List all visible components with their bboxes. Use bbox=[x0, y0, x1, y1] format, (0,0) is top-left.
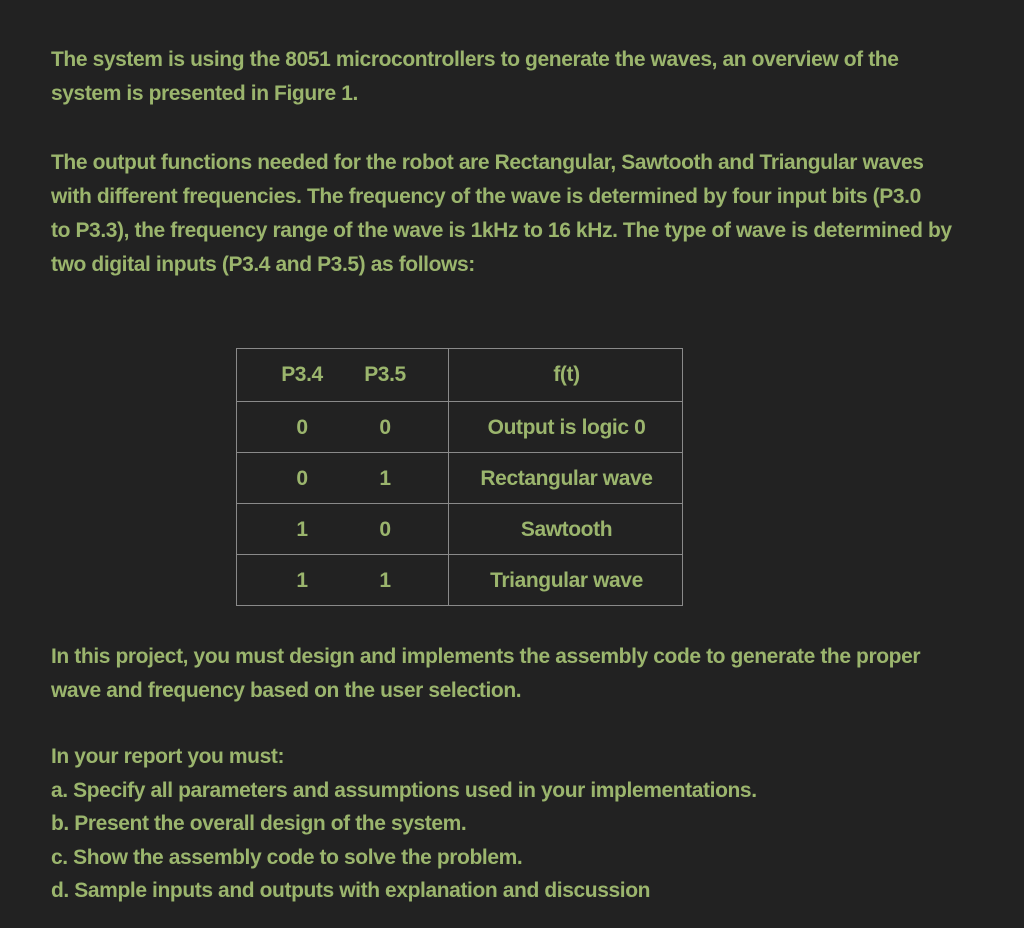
table-row bbox=[237, 554, 682, 606]
requirements-line-4: two digital inputs (P3.4 and P3.5) as follows: bbox=[51, 253, 475, 276]
requirements-line-3: to P3.3), the frequency range of the wave is 1kHz to 16 kHz. The type of wave is determined by bbox=[51, 219, 952, 242]
header-p35: P3.5 bbox=[364, 363, 406, 386]
requirements-line-1: The output functions needed for the robot are Rectangular, Sawtooth and Triangular waves bbox=[51, 151, 924, 174]
row-3-output: Sawtooth bbox=[520, 518, 613, 541]
table-header-row bbox=[237, 349, 682, 400]
table-row bbox=[237, 503, 682, 555]
wave-selection-table bbox=[236, 348, 683, 606]
row-1-p35: 0 bbox=[379, 416, 391, 439]
intro-paragraph bbox=[51, 43, 981, 111]
row-3-p34: 1 bbox=[296, 518, 308, 541]
report-item-c: c. Show the assembly code to solve the problem. bbox=[51, 845, 523, 869]
requirements-line-2: with different frequencies. The frequency of the wave is determined by four input bits (P3.0 bbox=[51, 185, 921, 208]
row-4-p35: 1 bbox=[379, 569, 391, 592]
row-3-p35: 0 bbox=[379, 518, 391, 541]
row-2-p34: 0 bbox=[296, 467, 308, 490]
table-row bbox=[237, 452, 682, 504]
header-p34: P3.4 bbox=[281, 363, 323, 386]
intro-line-2: system is presented in Figure 1. bbox=[51, 82, 358, 105]
row-1-output: Output is logic 0 bbox=[487, 416, 646, 439]
header-ft: f(t) bbox=[553, 363, 580, 386]
requirements-paragraph bbox=[51, 146, 981, 282]
row-1-p34: 0 bbox=[296, 416, 308, 439]
report-item-d: d. Sample inputs and outputs with explanation and discussion bbox=[51, 879, 651, 902]
project-line-2: wave and frequency based on the user selection. bbox=[51, 679, 522, 702]
row-4-p34: 1 bbox=[296, 569, 308, 592]
report-item-b: b. Present the overall design of the system. bbox=[51, 812, 467, 835]
table-row bbox=[237, 401, 682, 453]
report-requirements bbox=[51, 740, 981, 908]
project-line-1: In this project, you must design and implements the assembly code to generate the proper bbox=[51, 645, 921, 668]
row-4-output: Triangular wave bbox=[490, 569, 643, 592]
intro-line-1: The system is using the 8051 microcontrollers to generate the waves, an overview of the bbox=[51, 48, 899, 71]
report-heading: In your report you must: bbox=[51, 745, 285, 768]
row-2-p35: 1 bbox=[379, 467, 391, 490]
project-paragraph bbox=[51, 640, 981, 708]
report-item-a: a. Specify all parameters and assumptions used in your implementations. bbox=[51, 778, 757, 802]
row-2-output: Rectangular wave bbox=[480, 467, 653, 490]
